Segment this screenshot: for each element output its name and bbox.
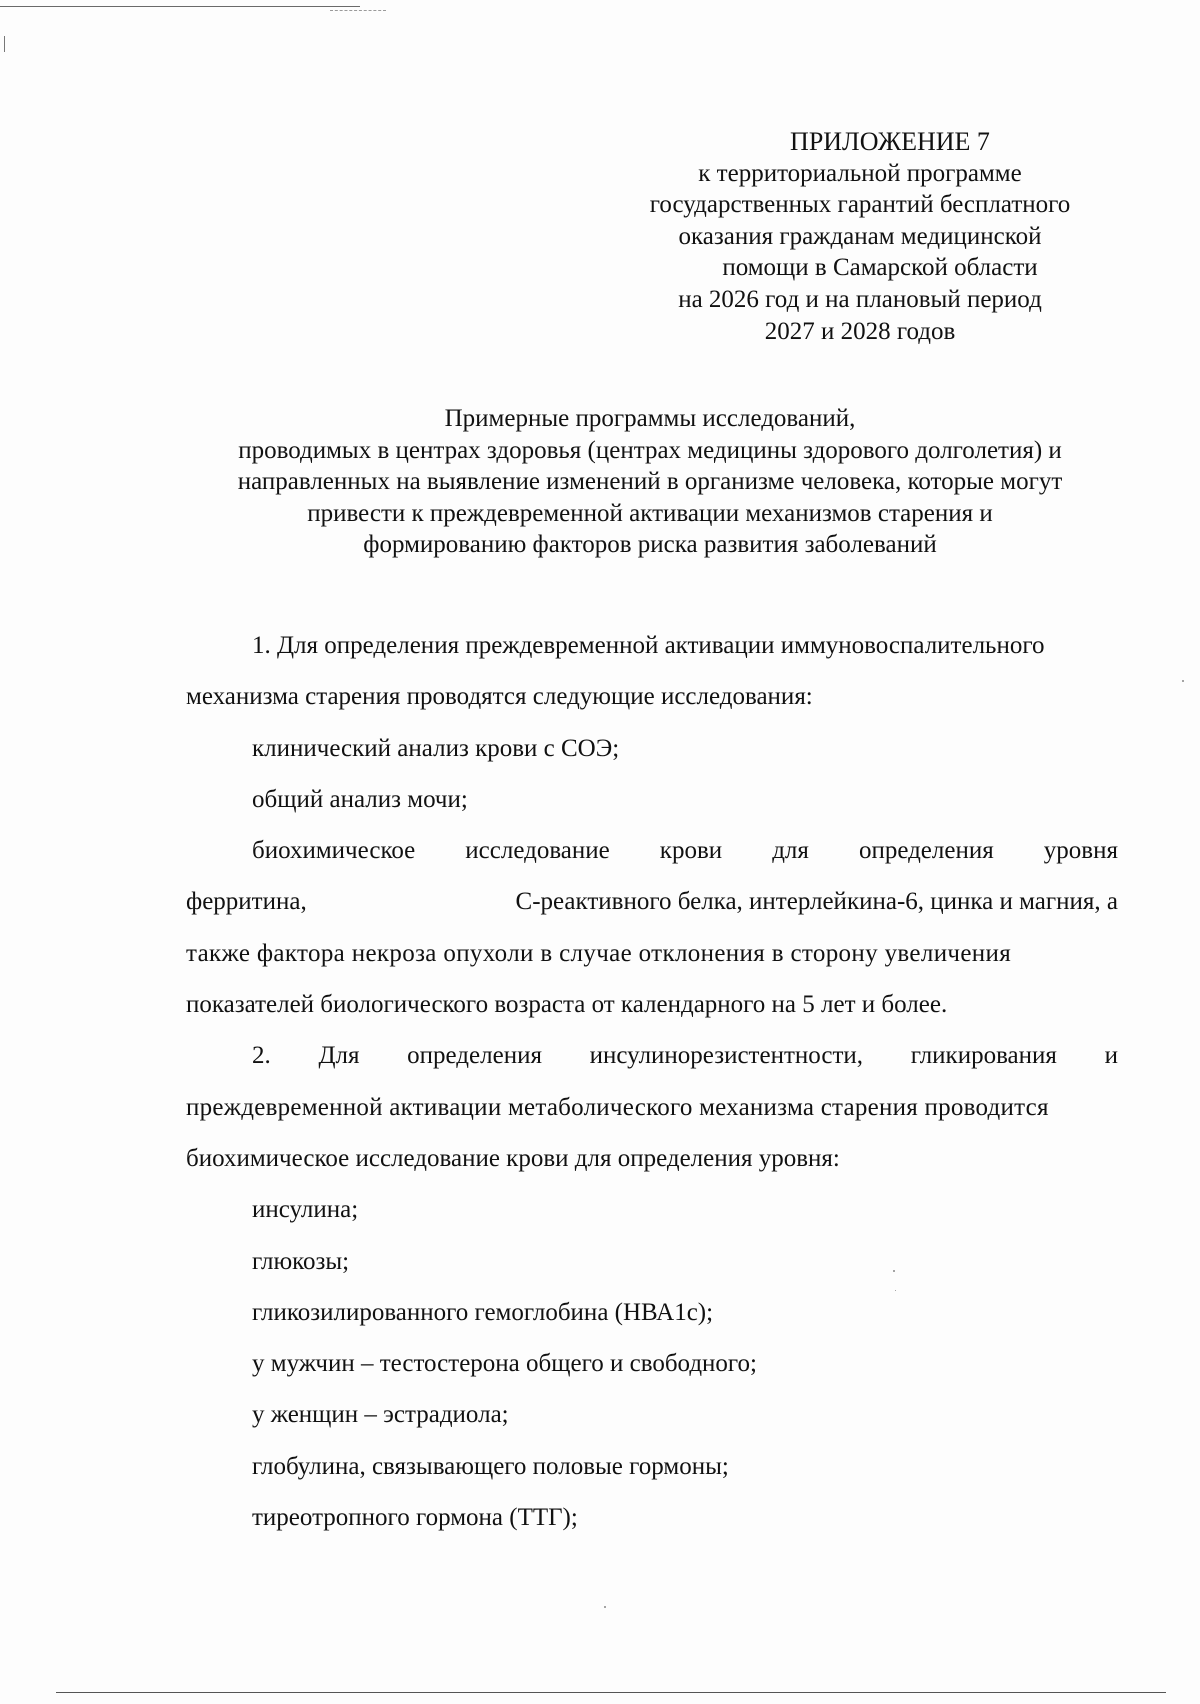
section-1-line-1 xyxy=(186,620,1118,671)
scan-edge-line-bottom xyxy=(56,1692,1166,1693)
text-line: преждевременной активации метаболического механизма старения проводится xyxy=(186,1093,1049,1121)
word: определения xyxy=(407,1042,542,1070)
appendix-line: помощи в Самарской области xyxy=(722,254,1038,282)
appendix-line: к территориальной программе xyxy=(698,159,1022,187)
document-body xyxy=(186,620,1118,1543)
list-item: глобулина, связывающего половые гормоны; xyxy=(252,1452,729,1480)
appendix-header xyxy=(600,126,1120,347)
appendix-line: государственных гарантий бесплатного xyxy=(649,191,1071,219)
text-fragment: ферритина, xyxy=(186,888,307,916)
word: Для xyxy=(318,1042,360,1070)
word: крови xyxy=(659,837,723,865)
word: инсулинорезистентности, xyxy=(589,1042,864,1070)
list-item: тиреотропного гормона (ТТГ); xyxy=(252,1504,578,1532)
title-line: проводимых в центрах здоровья (центрах медицины здорового долголетия) и xyxy=(238,436,1062,464)
text-fragment: С-реактивного белка, интерлейкина-6, цинка и магния, а xyxy=(515,888,1118,916)
section-1-item-3-line-2 xyxy=(186,876,1118,927)
scan-edge-dash-top xyxy=(330,10,386,11)
list-item: у мужчин – тестостерона общего и свободного; xyxy=(252,1350,758,1378)
text-line: также фактора некроза опухоли в случае отклонения в сторону увеличения xyxy=(186,939,1012,967)
scan-speck xyxy=(604,1606,606,1608)
word: и xyxy=(1104,1042,1118,1070)
section-1-line-2: механизма старения проводятся следующие исследования: xyxy=(186,683,813,711)
appendix-heading: ПРИЛОЖЕНИЕ 7 xyxy=(790,127,990,156)
word: гликирования xyxy=(910,1042,1057,1070)
appendix-line: 2027 и 2028 годов xyxy=(764,317,956,345)
word: для xyxy=(772,837,809,865)
list-item: гликозилированного гемоглобина (НВА1с); xyxy=(252,1298,714,1326)
word: биохимическое xyxy=(252,837,416,865)
word: уровня xyxy=(1043,837,1118,865)
scan-edge-line-top xyxy=(0,6,360,7)
word: 2. xyxy=(252,1042,271,1070)
section-1-item-3-line-1 xyxy=(186,825,1118,876)
appendix-line: оказания гражданам медицинской xyxy=(678,222,1042,250)
section-2-line-2 xyxy=(186,1082,1118,1133)
list-item: клинический анализ крови с СОЭ; xyxy=(252,734,620,762)
title-line: формированию факторов риска развития заболеваний xyxy=(363,531,937,559)
list-item: у женщин – эстрадиола; xyxy=(252,1401,509,1429)
title-line: привести к преждевременной активации механизмов старения и xyxy=(307,499,993,527)
section-1-item-3-line-3 xyxy=(186,928,1118,979)
list-item: инсулина; xyxy=(252,1196,359,1224)
section-1-item-3-line-4: показателей биологического возраста от календарного на 5 лет и более. xyxy=(186,991,948,1019)
title-line: направленных на выявление изменений в организме человека, которые могут xyxy=(237,468,1063,496)
title-line: Примерные программы исследований, xyxy=(444,405,856,432)
scan-edge-mark-left xyxy=(4,36,5,52)
appendix-line: на 2026 год и на плановый период xyxy=(678,285,1042,313)
scan-speck xyxy=(1182,680,1184,682)
section-1-intro: 1. Для определения преждевременной активации иммуновоспалительного xyxy=(252,632,1045,659)
word: исследование xyxy=(465,837,610,865)
list-item: глюкозы; xyxy=(252,1247,350,1275)
list-item: общий анализ мочи; xyxy=(252,785,468,813)
document-title xyxy=(160,403,1140,561)
word: определения xyxy=(858,837,994,865)
section-2-line-3: биохимическое исследование крови для определения уровня: xyxy=(186,1144,840,1172)
section-2-line-1 xyxy=(186,1030,1118,1081)
